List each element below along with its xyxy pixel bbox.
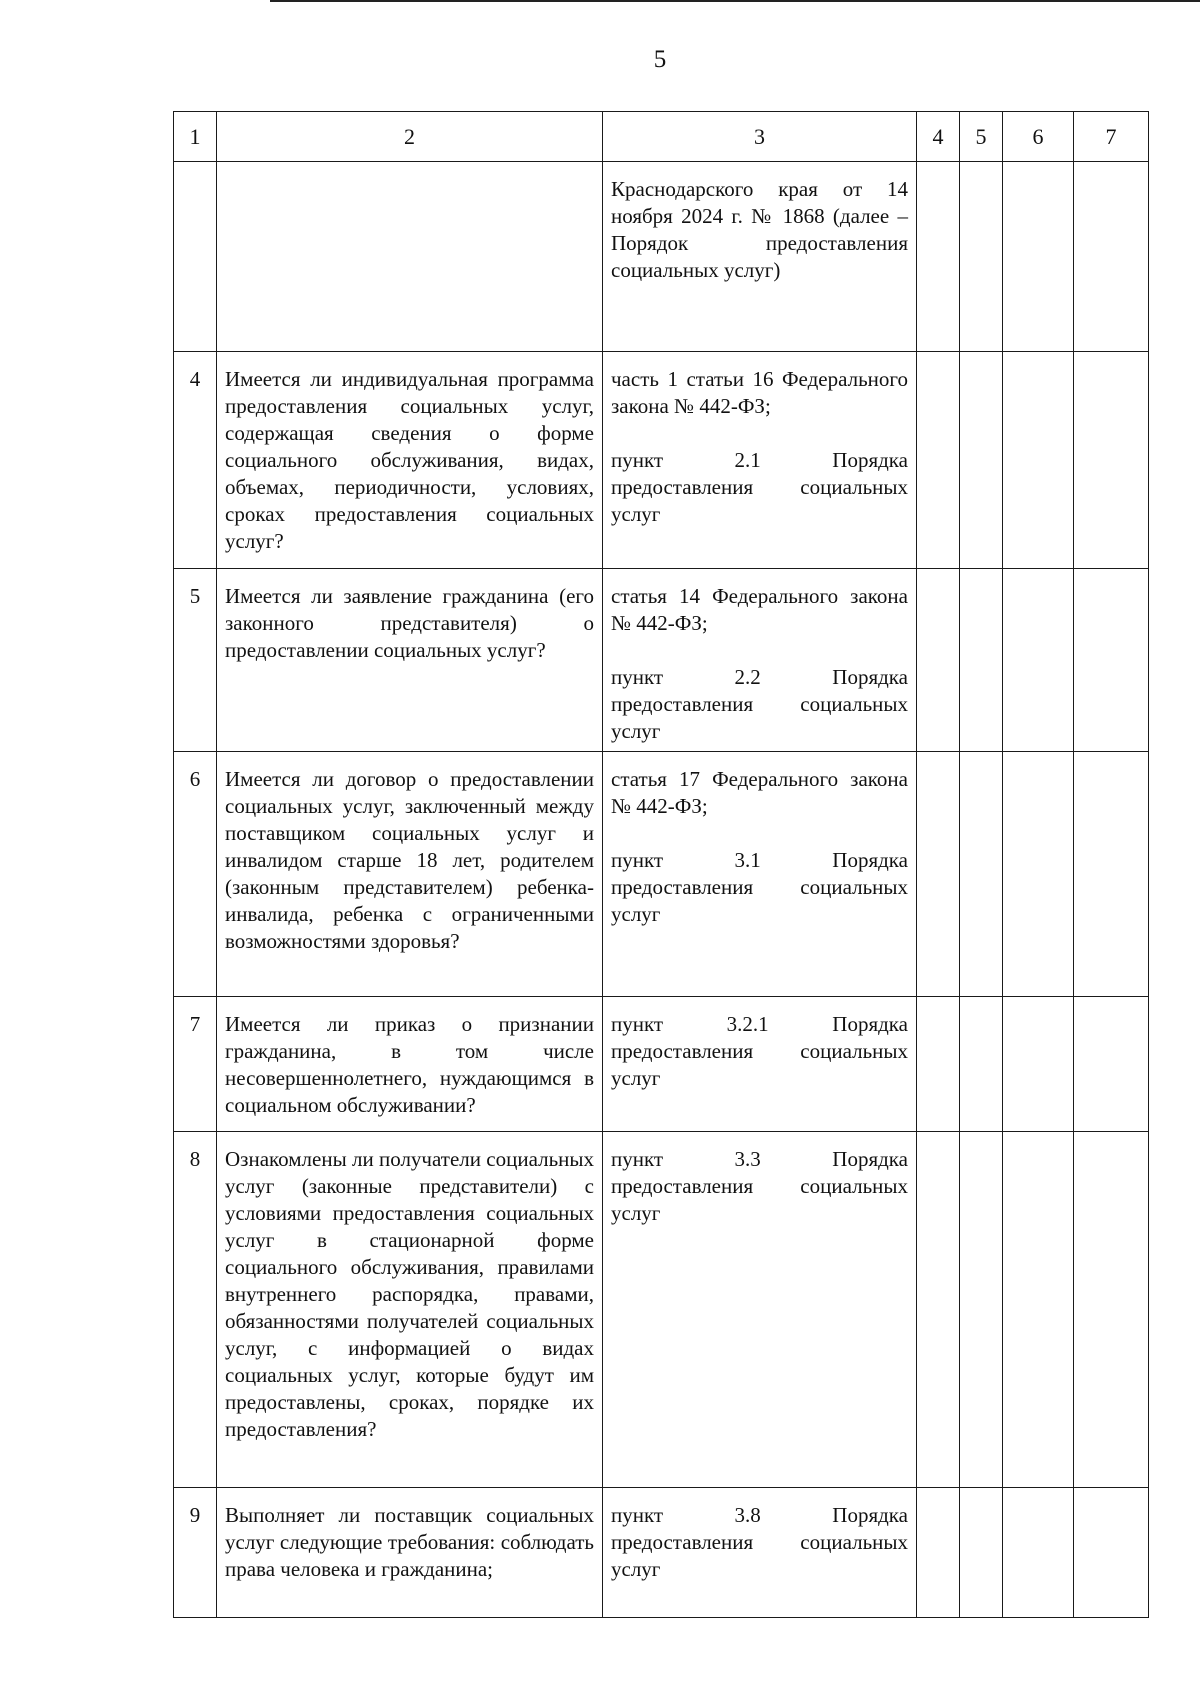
not-applicable-cell[interactable] <box>1003 752 1074 997</box>
basis-text: статья 17 Федерального закона № 442-ФЗ; <box>611 767 908 818</box>
basis-text: Краснодарского края от 14 ноября 2024 г. № 1868 (далее – Порядок предоставления социальных услуг) <box>611 177 908 282</box>
top-rule <box>270 0 1200 2</box>
answer-no-cell[interactable] <box>960 569 1003 752</box>
not-applicable-cell[interactable] <box>1003 1488 1074 1618</box>
basis-text: пункт 3.3 Порядка предоставления социальных услуг <box>611 1147 908 1225</box>
question-cell: Имеется ли индивидуальная программа предоставления социальных услуг, содержащая сведения о форме социального обслуживания, видах, объемах, периодичности, условиях, сроках предоставления социальных услуг? <box>217 352 603 569</box>
answer-no-cell[interactable] <box>960 352 1003 569</box>
table-header-row <box>174 112 1149 162</box>
table-row <box>174 1132 1149 1488</box>
question-cell: Выполняет ли поставщик социальных услуг следующие требования: соблюдать права человека и гражданина; <box>217 1488 603 1618</box>
answer-yes-cell[interactable] <box>917 162 960 352</box>
not-applicable-cell[interactable] <box>1003 569 1074 752</box>
basis-text: пункт 3.2.1 Порядка предоставления социальных услуг <box>611 1012 908 1090</box>
note-cell[interactable] <box>1074 569 1149 752</box>
basis-text: часть 1 статьи 16 Федерального закона № 442-ФЗ; <box>611 367 908 418</box>
header-col-2: 2 <box>217 112 603 162</box>
basis-cell <box>603 1488 917 1618</box>
not-applicable-cell[interactable] <box>1003 997 1074 1132</box>
basis-text: пункт 2.2 Порядка предоставления социальных услуг <box>611 665 908 743</box>
basis-text: пункт 2.1 Порядка предоставления социальных услуг <box>611 448 908 526</box>
header-col-7: 7 <box>1074 112 1149 162</box>
basis-text: статья 14 Федерального закона № 442-ФЗ; <box>611 584 908 635</box>
table-row <box>174 997 1149 1132</box>
table-row <box>174 752 1149 997</box>
answer-yes-cell[interactable] <box>917 569 960 752</box>
row-number-cell: 4 <box>174 352 217 569</box>
question-cell <box>217 162 603 352</box>
answer-no-cell[interactable] <box>960 752 1003 997</box>
question-cell: Имеется ли договор о предоставлении социальных услуг, заключенный между поставщиком социальных услуг и инвалидом старше 18 лет, родителем (законным представителем) ребенка-инвалида, ребенка с ограниченными возможностями здоровья? <box>217 752 603 997</box>
answer-yes-cell[interactable] <box>917 997 960 1132</box>
not-applicable-cell[interactable] <box>1003 162 1074 352</box>
basis-cell <box>603 569 917 752</box>
answer-no-cell[interactable] <box>960 1488 1003 1618</box>
row-number-cell <box>174 162 217 352</box>
basis-cell <box>603 1132 917 1488</box>
note-cell[interactable] <box>1074 1488 1149 1618</box>
row-number-cell: 7 <box>174 997 217 1132</box>
answer-yes-cell[interactable] <box>917 1488 960 1618</box>
not-applicable-cell[interactable] <box>1003 1132 1074 1488</box>
answer-yes-cell[interactable] <box>917 1132 960 1488</box>
header-col-4: 4 <box>917 112 960 162</box>
note-cell[interactable] <box>1074 162 1149 352</box>
table-row <box>174 162 1149 352</box>
header-col-6: 6 <box>1003 112 1074 162</box>
answer-yes-cell[interactable] <box>917 352 960 569</box>
row-number-cell: 9 <box>174 1488 217 1618</box>
basis-cell <box>603 752 917 997</box>
question-cell: Имеется ли приказ о признании гражданина, в том числе несовершеннолетнего, нуждающимся в социальном обслуживании? <box>217 997 603 1132</box>
table-row <box>174 1488 1149 1618</box>
row-number-cell: 8 <box>174 1132 217 1488</box>
note-cell[interactable] <box>1074 752 1149 997</box>
page-number: 5 <box>653 46 667 73</box>
answer-yes-cell[interactable] <box>917 752 960 997</box>
header-col-1: 1 <box>174 112 217 162</box>
table-row <box>174 352 1149 569</box>
basis-cell <box>603 352 917 569</box>
basis-cell <box>603 162 917 352</box>
row-number-cell: 6 <box>174 752 217 997</box>
question-cell: Имеется ли заявление гражданина (его законного представителя) о предоставлении социальных услуг? <box>217 569 603 752</box>
answer-no-cell[interactable] <box>960 1132 1003 1488</box>
checklist-table <box>173 111 1149 1618</box>
table-row <box>174 569 1149 752</box>
row-number-cell: 5 <box>174 569 217 752</box>
not-applicable-cell[interactable] <box>1003 352 1074 569</box>
basis-text: пункт 3.1 Порядка предоставления социальных услуг <box>611 848 908 926</box>
header-col-3: 3 <box>603 112 917 162</box>
note-cell[interactable] <box>1074 1132 1149 1488</box>
header-col-5: 5 <box>960 112 1003 162</box>
note-cell[interactable] <box>1074 352 1149 569</box>
note-cell[interactable] <box>1074 997 1149 1132</box>
question-cell: Ознакомлены ли получатели социальных услуг (законные представители) с условиями предоставления социальных услуг в стационарной форме социального обслуживания, правилами внутреннего распорядка, правами, обязанностями получателей социальных услуг, с информацией о видах социальных услуг, которые будут им предоставлены, сроках, порядке их предоставления? <box>217 1132 603 1488</box>
basis-text: пункт 3.8 Порядка предоставления социальных услуг <box>611 1503 908 1581</box>
basis-cell <box>603 997 917 1132</box>
answer-no-cell[interactable] <box>960 162 1003 352</box>
answer-no-cell[interactable] <box>960 997 1003 1132</box>
